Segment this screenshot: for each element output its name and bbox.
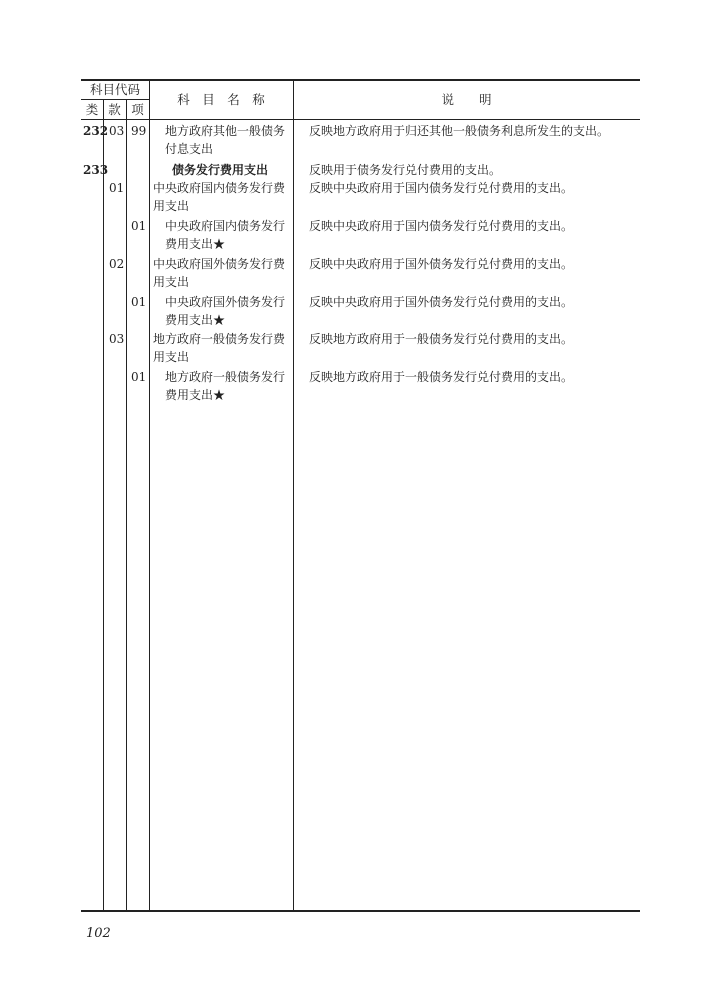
row-name-line: 中央政府国外债务发行费 bbox=[153, 257, 286, 271]
column-divider-lei bbox=[103, 99, 104, 910]
column-divider-xiang bbox=[149, 81, 150, 910]
row-description: 反映中央政府用于国外债务发行兑付费用的支出。 bbox=[309, 257, 574, 271]
header-desc: 说 明 bbox=[441, 92, 492, 107]
row-code-lei: 233 bbox=[83, 163, 109, 177]
header-lei: 类 bbox=[85, 102, 99, 117]
row-code-xiang: 99 bbox=[131, 124, 147, 138]
row-name-line: 用支出 bbox=[153, 350, 190, 364]
column-divider-name bbox=[293, 81, 294, 910]
row-name-line: 费用支出★ bbox=[165, 388, 226, 402]
row-name-line: 中央政府国内债务发行 bbox=[165, 219, 286, 233]
row-name-line: 中央政府国内债务发行费 bbox=[153, 181, 286, 195]
row-description: 反映中央政府用于国内债务发行兑付费用的支出。 bbox=[309, 219, 574, 233]
row-code-xiang: 01 bbox=[131, 295, 147, 309]
row-name-line: 用支出 bbox=[153, 275, 190, 289]
row-name-line: 付息支出 bbox=[165, 142, 214, 156]
table-header-rule bbox=[81, 119, 640, 120]
header-xiang: 项 bbox=[131, 102, 144, 117]
column-divider-kuan bbox=[126, 99, 127, 910]
table-bottom-rule bbox=[81, 910, 640, 912]
row-code-xiang: 01 bbox=[131, 219, 147, 233]
row-name-line: 费用支出★ bbox=[165, 237, 226, 251]
row-description: 反映中央政府用于国外债务发行兑付费用的支出。 bbox=[309, 295, 574, 309]
header-code-group: 科目代码 bbox=[89, 82, 140, 97]
row-name-line: 用支出 bbox=[153, 199, 190, 213]
row-name-line: 地方政府一般债务发行 bbox=[165, 370, 286, 384]
row-name-line: 地方政府其他一般债务 bbox=[165, 124, 286, 138]
header-name: 科 目 名 称 bbox=[177, 92, 265, 107]
row-name-line: 费用支出★ bbox=[165, 313, 226, 327]
row-description: 反映地方政府用于归还其他一般债务利息所发生的支出。 bbox=[309, 124, 610, 138]
row-description: 反映中央政府用于国内债务发行兑付费用的支出。 bbox=[309, 181, 574, 195]
row-code-kuan: 03 bbox=[109, 124, 125, 138]
row-code-lei: 232 bbox=[83, 124, 109, 138]
header-kuan: 款 bbox=[108, 102, 121, 117]
row-name-line: 中央政府国外债务发行 bbox=[165, 295, 286, 309]
row-description: 反映地方政府用于一般债务发行兑付费用的支出。 bbox=[309, 370, 574, 384]
row-code-kuan: 02 bbox=[109, 257, 125, 271]
subject-table bbox=[81, 79, 640, 912]
page-number: 102 bbox=[86, 926, 111, 941]
table-top-rule bbox=[81, 79, 640, 81]
row-description: 反映地方政府用于一般债务发行兑付费用的支出。 bbox=[309, 332, 574, 346]
code-group-rule bbox=[81, 99, 149, 100]
row-description: 反映用于债务发行兑付费用的支出。 bbox=[309, 163, 502, 177]
row-code-xiang: 01 bbox=[131, 370, 147, 384]
row-code-kuan: 03 bbox=[109, 332, 125, 346]
row-name-line: 债务发行费用支出 bbox=[172, 163, 269, 177]
row-name-line: 地方政府一般债务发行费 bbox=[153, 332, 286, 346]
row-code-kuan: 01 bbox=[109, 181, 125, 195]
